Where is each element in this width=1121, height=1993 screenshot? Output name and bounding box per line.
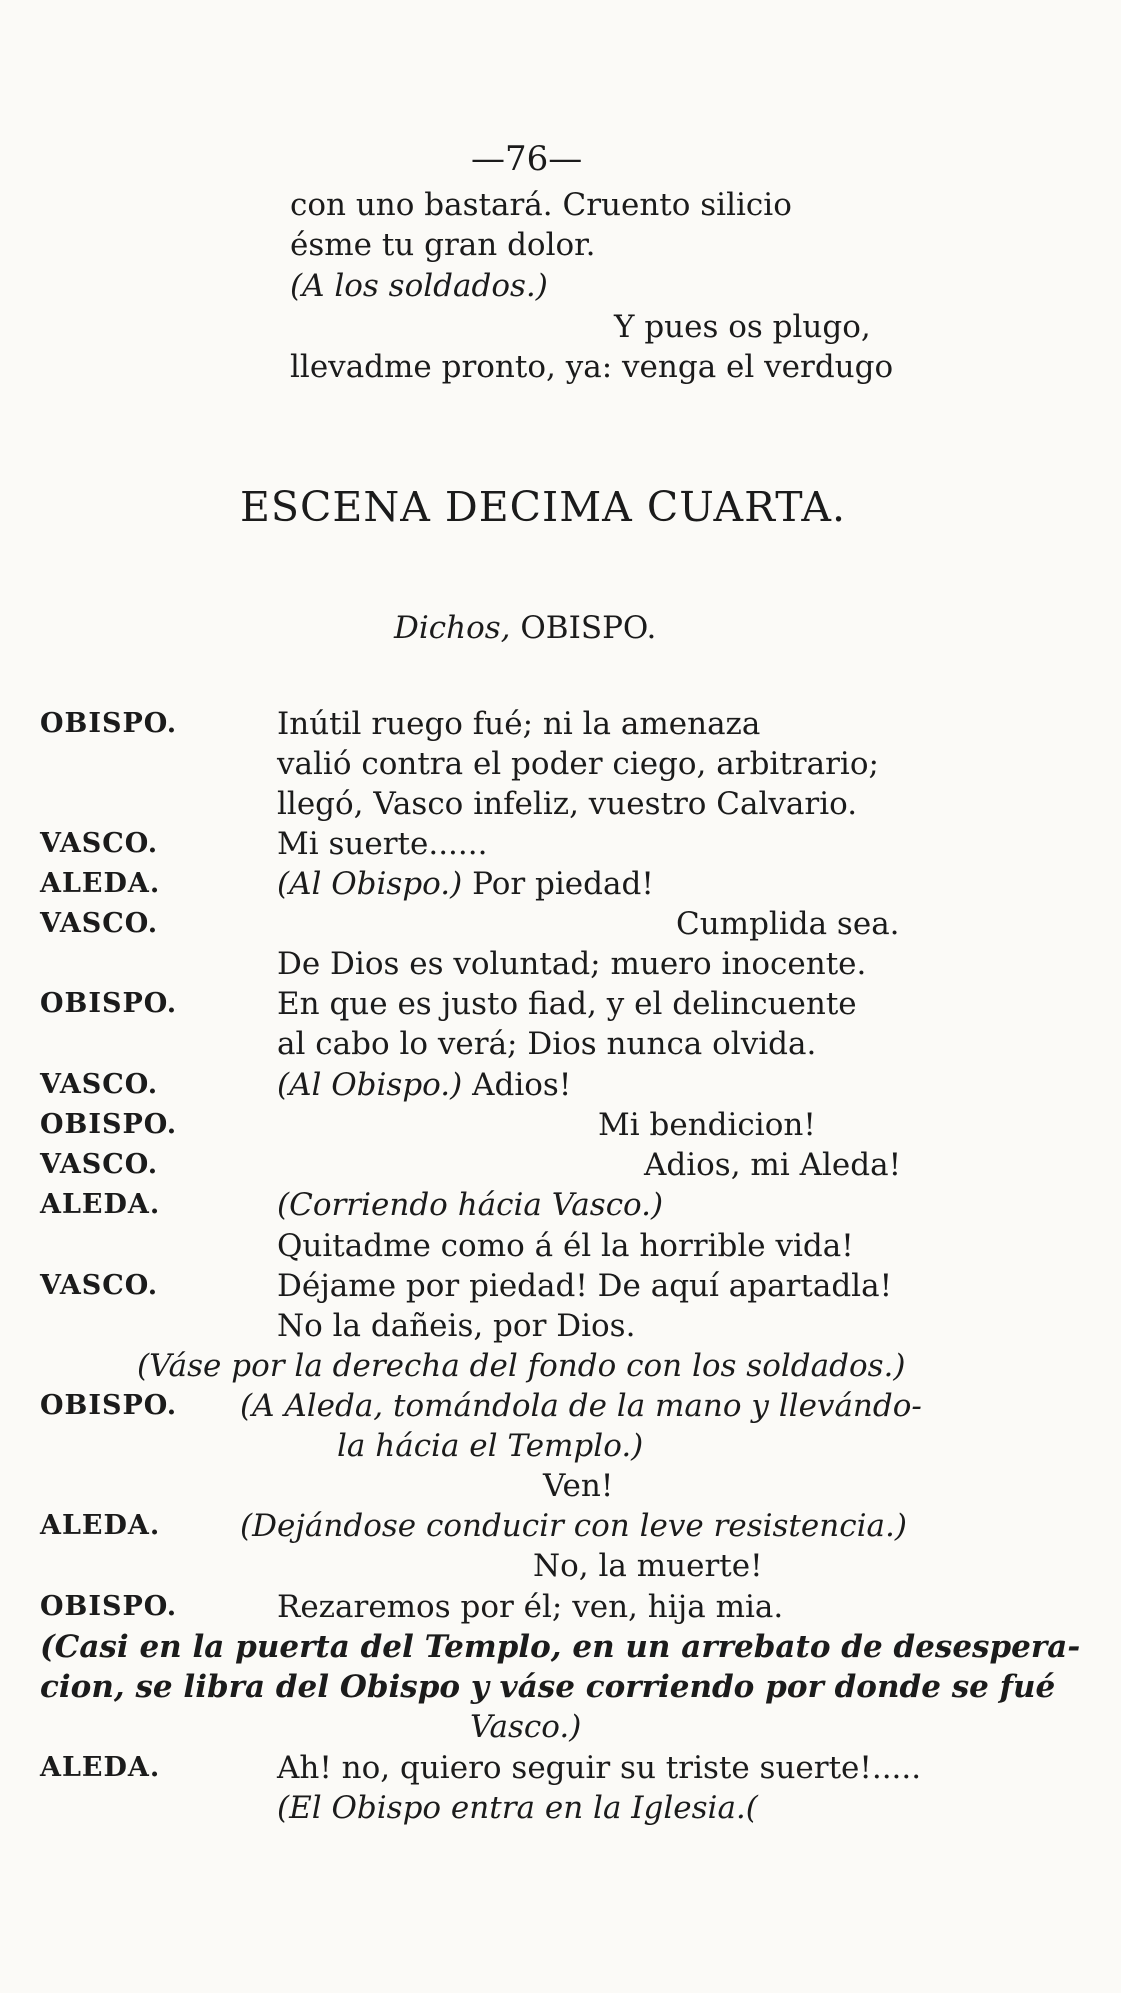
speaker-label: VASCO. <box>40 1069 159 1100</box>
verse-line <box>277 1067 571 1103</box>
stage-direction: (Corriendo hácia Vasco.) <box>277 1187 664 1223</box>
stage-direction: (Al Obispo.) <box>277 866 463 902</box>
stage-direction: (Váse por la derecha del fondo con los soldados.) <box>137 1348 906 1384</box>
speaker-label: OBISPO. <box>40 1591 178 1622</box>
verse-line: Rezaremos por él; ven, hija mia. <box>277 1589 784 1625</box>
verse-line: llegó, Vasco infeliz, vuestro Calvario. <box>277 786 858 822</box>
verse-line: con uno bastará. Cruento silicio <box>290 187 792 223</box>
speaker-label: VASCO. <box>40 828 159 859</box>
verse-line: No la dañeis, por Dios. <box>277 1308 636 1344</box>
stage-direction: (Al Obispo.) <box>277 1067 463 1103</box>
verse-line: Cumplida sea. <box>676 906 900 942</box>
verse-line: Ven! <box>543 1468 614 1504</box>
verse-line: Adios, mi Aleda! <box>644 1147 902 1183</box>
dichos-label: Dichos, <box>394 610 511 646</box>
verse-line: ésme tu gran dolor. <box>290 227 596 263</box>
page-number: —76— <box>471 139 583 179</box>
speaker-label: OBISPO. <box>40 1109 178 1140</box>
stage-direction: Vasco.) <box>470 1709 582 1745</box>
verse-line: Déjame por piedad! De aquí apartadla! <box>277 1268 893 1304</box>
speaker-label: VASCO. <box>40 1149 159 1180</box>
verse-line: Quitadme como á él la horrible vida! <box>277 1228 854 1264</box>
character-list: OBISPO. <box>510 610 657 646</box>
speaker-label: VASCO. <box>40 1270 159 1301</box>
speaker-label: VASCO. <box>40 908 159 939</box>
scene-heading: ESCENA DECIMA CUARTA. <box>240 483 846 531</box>
stage-direction: (A los soldados.) <box>290 268 548 304</box>
dramatis-personae <box>394 610 656 646</box>
verse-fragment: Por piedad! <box>462 866 654 902</box>
verse-line: En que es justo fiad, y el delincuente <box>277 986 857 1022</box>
verse-line: llevadme pronto, ya: venga el verdugo <box>290 349 894 385</box>
verse-line: Ah! no, quiero seguir su triste suerte!..... <box>277 1750 922 1786</box>
stage-direction: (Dejándose conducir con leve resistencia.) <box>240 1508 907 1544</box>
verse-line: Mi bendicion! <box>598 1107 816 1143</box>
verse-line: Inútil ruego fué; ni la amenaza <box>277 706 761 742</box>
speaker-label: ALEDA. <box>40 1189 161 1220</box>
speaker-label: ALEDA. <box>40 1752 161 1783</box>
speaker-label: OBISPO. <box>40 708 178 739</box>
stage-direction: (A Aleda, tomándola de la mano y llevándo- <box>240 1388 922 1424</box>
stage-direction: cion, se libra del Obispo y váse corriendo por donde se fué <box>40 1669 1056 1705</box>
verse-line: al cabo lo verá; Dios nunca olvida. <box>277 1026 817 1062</box>
stage-direction: la hácia el Templo.) <box>337 1428 644 1464</box>
stage-direction: (El Obispo entra en la Iglesia.( <box>277 1790 758 1826</box>
verse-fragment: Adios! <box>462 1067 572 1103</box>
speaker-label: OBISPO. <box>40 1390 178 1421</box>
speaker-label: ALEDA. <box>40 868 161 899</box>
verse-line: Mi suerte...... <box>277 826 488 862</box>
verse-line <box>277 866 654 902</box>
verse-line: De Dios es voluntad; muero inocente. <box>277 946 867 982</box>
verse-line: valió contra el poder ciego, arbitrario; <box>277 746 879 782</box>
speaker-label: OBISPO. <box>40 988 178 1019</box>
verse-line: No, la muerte! <box>533 1548 763 1584</box>
speaker-label: ALEDA. <box>40 1510 161 1541</box>
verse-line: Y pues os plugo, <box>614 309 871 345</box>
stage-direction: (Casi en la puerta del Templo, en un arrebato de desespera- <box>40 1629 1081 1665</box>
